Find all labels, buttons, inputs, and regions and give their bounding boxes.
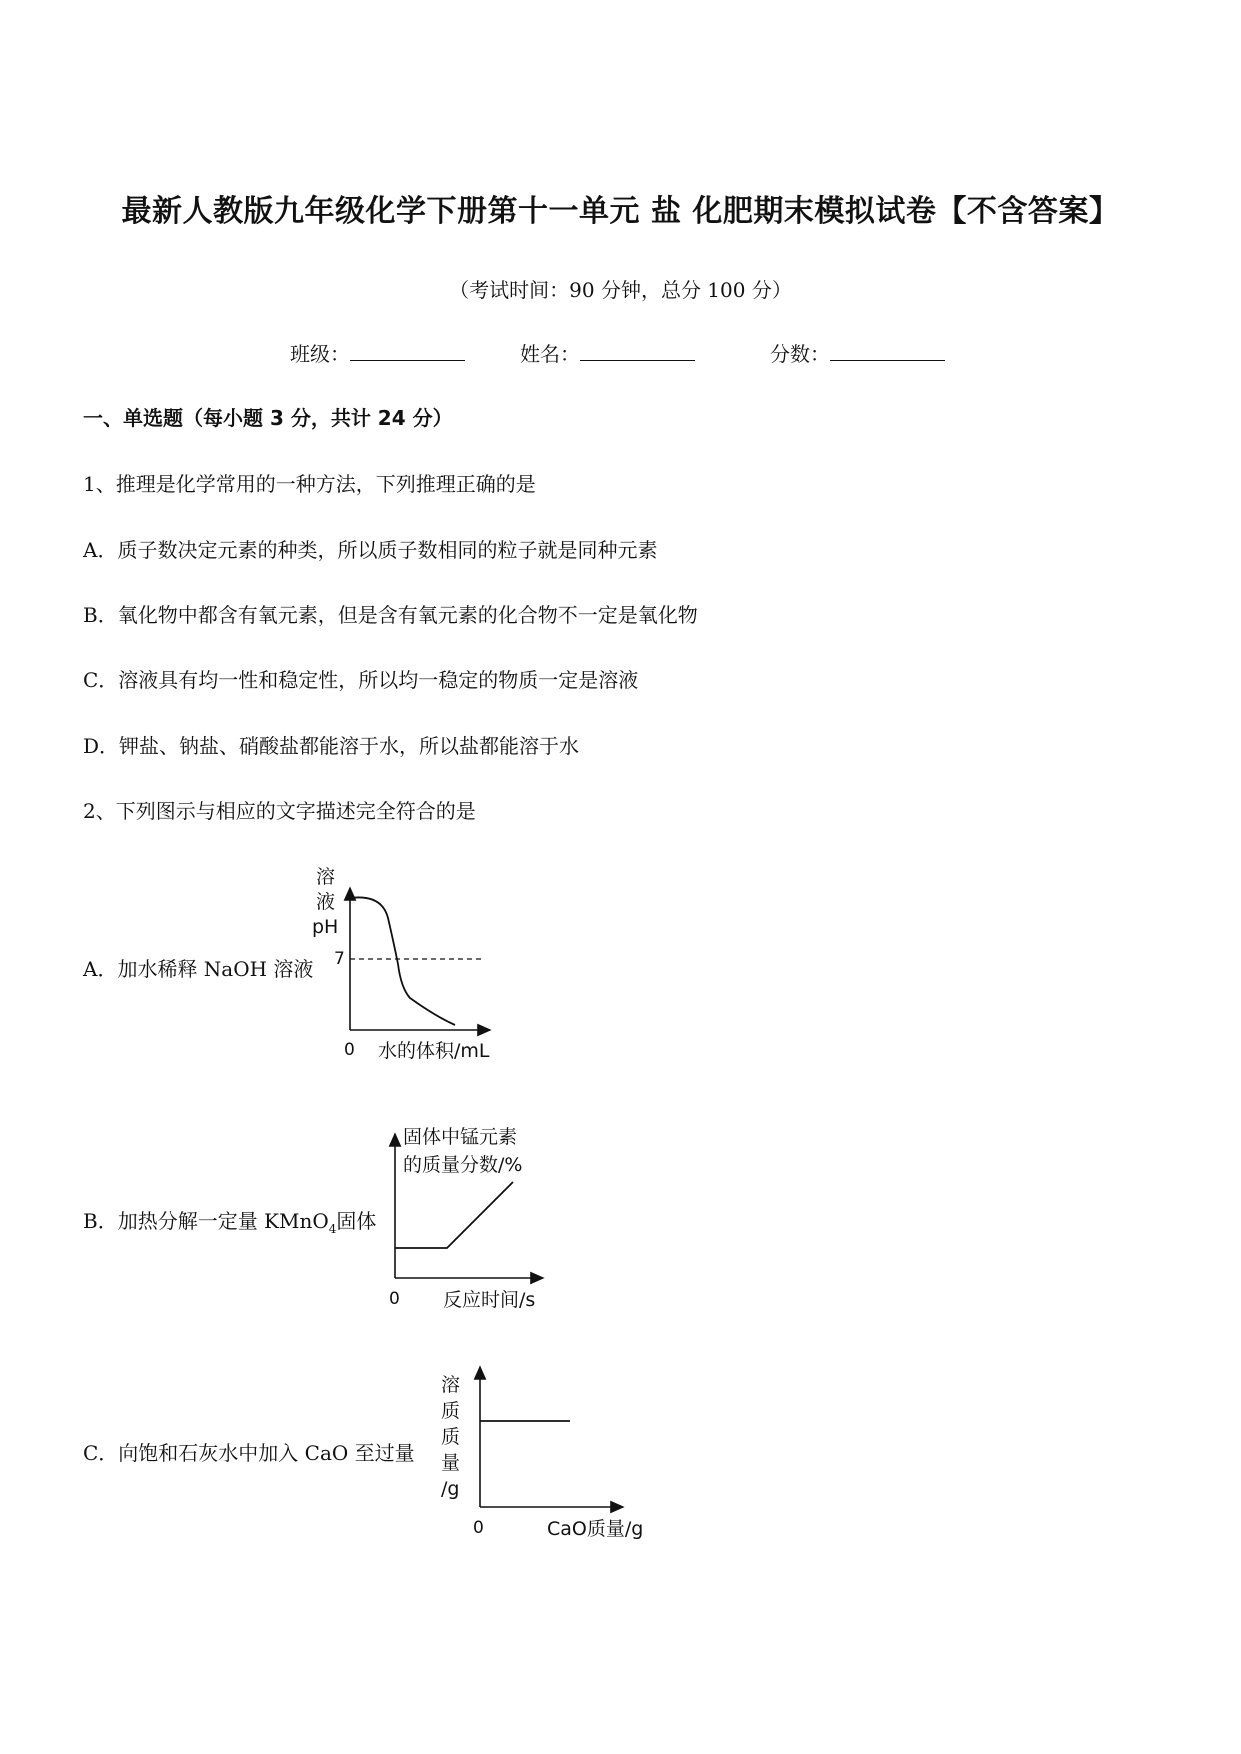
question-2-option-a: A．加水稀释 NaOH 溶液 [83,957,314,981]
name-field [520,338,695,367]
graph-b-ylabel-2: 的质量分数/% [403,1154,523,1176]
question-2-stem: 2、下列图示与相应的文字描述完全符合的是 [83,799,476,823]
class-field [290,338,465,367]
graph-c-ylabel-5: /g [441,1478,460,1500]
graph-b-ylabel-1: 固体中锰元素 [403,1126,518,1148]
question-1-stem: 1、推理是化学常用的一种方法，下列推理正确的是 [83,472,536,496]
question-2-option-c: C．向饱和石灰水中加入 CaO 至过量 [83,1441,415,1465]
exam-info: （考试时间：90 分钟，总分 100 分） [449,278,792,302]
graph-a-ylabel-2: 液 [316,891,336,913]
graph-c-ylabel-2: 质 [441,1400,461,1422]
graph-a-xlabel: 水的体积/mL [378,1040,490,1062]
graph-b [375,1120,575,1320]
graph-a-origin: 0 [344,1040,355,1060]
graph-a-ylabel-3: pH [312,916,339,938]
score-blank[interactable] [830,342,945,361]
question-2-option-b-sub: 4 [328,1222,337,1236]
graph-c-origin: 0 [473,1518,484,1538]
question-2-option-b [83,1205,376,1236]
graph-c [435,1355,660,1555]
score-label: 分数： [770,342,830,366]
graph-a-ref-value: 7 [334,949,345,969]
graph-c-xlabel: CaO质量/g [547,1518,644,1540]
score-field [770,338,945,367]
name-label: 姓名： [520,342,580,366]
question-2-option-b-pre: B．加热分解一定量 KMnO [83,1209,329,1233]
graph-c-ylabel-1: 溶 [441,1374,461,1396]
graph-c-ylabel-3: 质 [441,1426,461,1448]
graph-b-origin: 0 [389,1289,400,1309]
question-1-option-b: B．氧化物中都含有氧元素，但是含有氧元素的化合物不一定是氧化物 [83,603,698,627]
name-blank[interactable] [580,342,695,361]
graph-a-ylabel-1: 溶 [316,866,336,888]
class-blank[interactable] [350,342,465,361]
graph-b-line [395,1182,513,1248]
question-1-option-d: D．钾盐、钠盐、硝酸盐都能溶于水，所以盐都能溶于水 [83,734,580,758]
section-title: 一、单选题（每小题 3 分，共计 24 分） [83,406,453,430]
graph-a [310,860,510,1070]
question-2-option-b-post: 固体 [336,1209,377,1233]
class-label: 班级： [290,342,350,366]
question-1-option-c: C．溶液具有均一性和稳定性，所以均一稳定的物质一定是溶液 [83,668,639,692]
graph-b-xlabel: 反应时间/s [443,1289,536,1311]
graph-a-curve [350,897,455,1025]
question-1-option-a: A．质子数决定元素的种类，所以质子数相同的粒子就是同种元素 [83,538,658,562]
graph-c-ylabel-4: 量 [441,1452,461,1474]
page-title: 最新人教版九年级化学下册第十一单元 盐 化肥期末模拟试卷【不含答案】 [121,194,1120,229]
